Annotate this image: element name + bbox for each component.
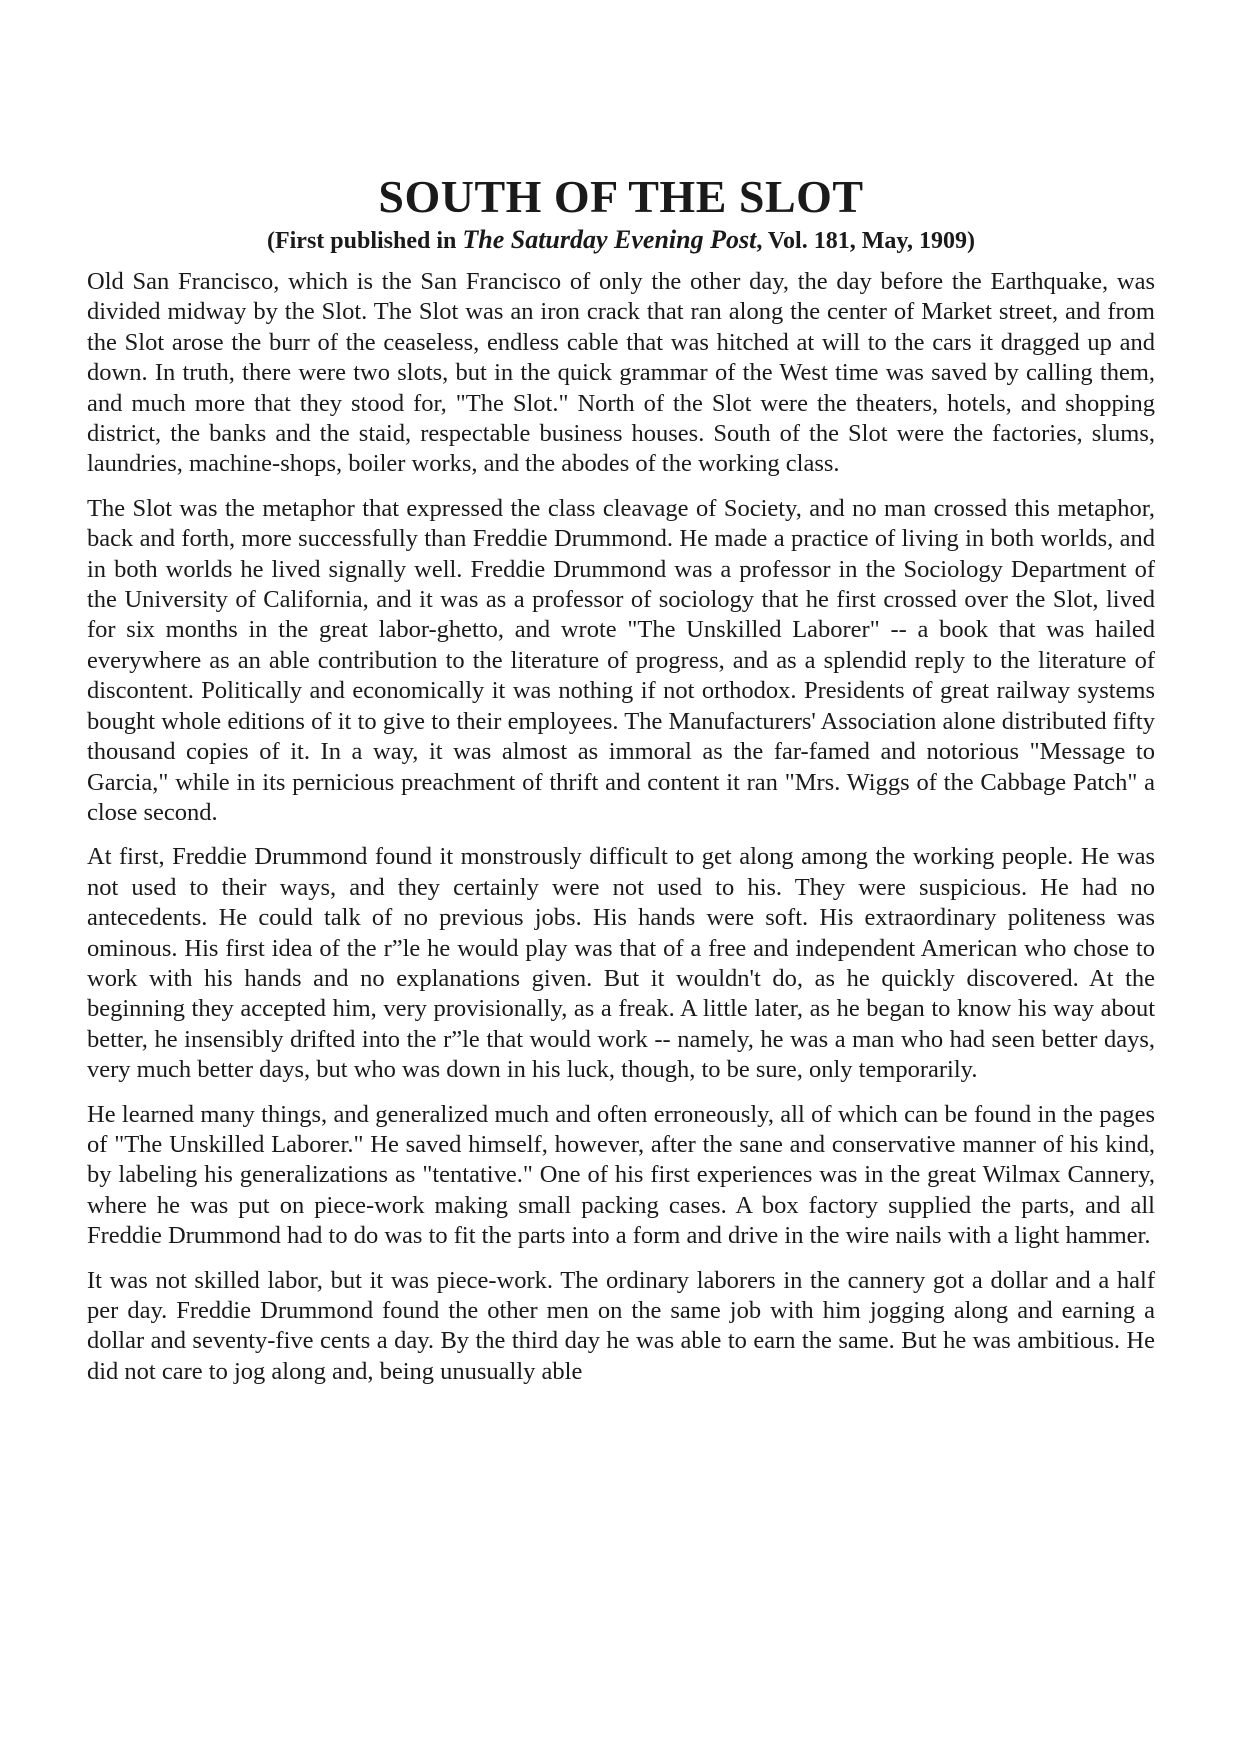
publication-name: The Saturday Evening Post (462, 225, 757, 254)
paragraph-5: It was not skilled labor, but it was piece-work. The ordinary laborers in the cannery got a dollar and a half per day. Freddie Drummond found the other men on the same job with him jogging along and earning a dollar and seventy-five cents a day. By the third day he was able to earn the same. But he was ambitious. He did not care to jog along and, being unusually able (87, 1266, 1155, 1385)
paragraph-2: The Slot was the metaphor that expressed the class cleavage of Society, and no man crossed this metaphor, back and forth, more successfully than Freddie Drummond. He made a practice of living in both worlds, and in both worlds he lived signally well. Freddie Drummond was a professor in the Sociology Department of the University of California, and it was as a professor of sociology that he first crossed over the Slot, lived for six months in the great labor-ghetto, and wrote "The Unskilled Laborer" -- a book that was hailed everywhere as an able contribution to the literature of progress, and as a splendid reply to the literature of discontent. Politically and economically it was nothing if not orthodox. Presidents of great railway systems bought whole editions of it to give to their employees. The Manufacturers' Association alone distributed fifty thousand copies of it. In a way, it was almost as immoral as the far-famed and notorious "Message to Garcia," while in its pernicious preachment of thrift and content it ran "Mrs. Wiggs of the Cabbage Patch" a close second. (87, 494, 1155, 826)
paragraph-3: At first, Freddie Drummond found it monstrously difficult to get along among the working people. He was not used to their ways, and they certainly were not used to his. They were suspicious. He had no antecedents. He could talk of no previous jobs. His hands were soft. His extraordinary politeness was ominous. His first idea of the r”le he would play was that of a free and independent American who chose to work with his hands and no explanations given. But it wouldn't do, as he quickly discovered. At the beginning they accepted him, very provisionally, as a freak. A little later, as he began to know his way about better, he insensibly drifted into the r”le that would work -- namely, he was a man who had seen better days, very much better days, but who was down in his luck, though, to be sure, only temporarily. (87, 843, 1155, 1084)
paragraph-1: Old San Francisco, which is the San Francisco of only the other day, the day before the Earthquake, was divided midway by the Slot. The Slot was an iron crack that ran along the center of Market street, and from the Slot arose the burr of the ceaseless, endless cable that was hitched at will to the cars it dragged up and down. In truth, there were two slots, but in the quick grammar of the West time was saved by calling them, and much more that they stood for, "The Slot." North of the Slot were the theaters, hotels, and shopping district, the banks and the staid, respectable business houses. South of the Slot were the factories, slums, laundries, machine-shops, boiler works, and the abodes of the working class. (87, 268, 1155, 478)
subtitle-suffix: , Vol. 181, May, 1909) (756, 228, 976, 254)
subtitle-prefix: (First published in (266, 228, 463, 254)
document-title: SOUTH OF THE SLOT (378, 171, 864, 222)
document-page (87, 170, 1155, 1401)
paragraph-4: He learned many things, and generalized much and often erroneously, all of which can be found in the pages of "The Unskilled Laborer." He saved himself, however, after the sane and conservative manner of his kind, by labeling his generalizations as "tentative." One of his first experiences was in the great Wilmax Cannery, where he was put on piece-work making small packing cases. A box factory supplied the parts, and all Freddie Drummond had to do was to fit the parts into a form and drive in the wire nails with a light hammer. (87, 1100, 1155, 1250)
document-subtitle (87, 224, 1155, 257)
